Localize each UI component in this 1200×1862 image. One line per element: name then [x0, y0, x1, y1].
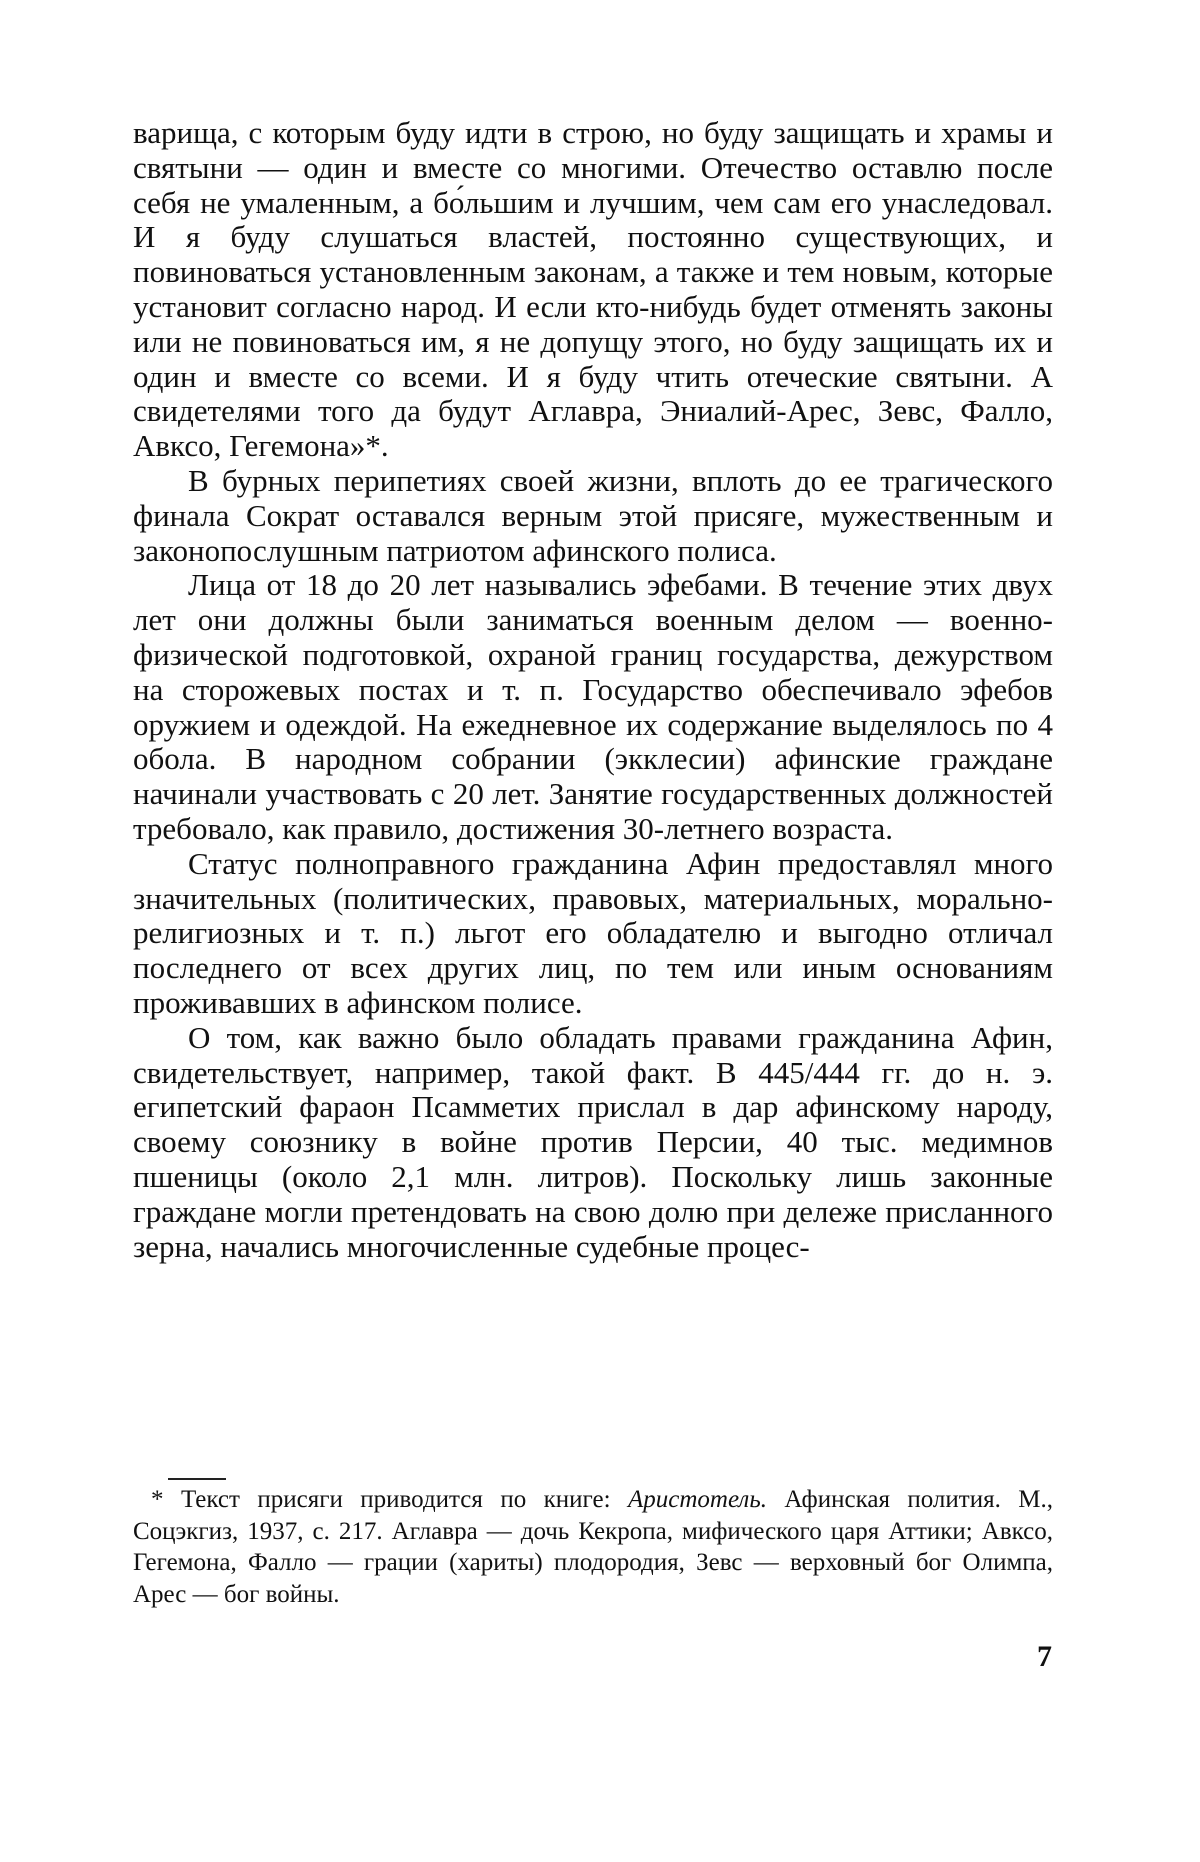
main-text [133, 116, 1053, 1264]
footnote-marker: * [151, 1486, 164, 1513]
paragraph-ephebes: Лица от 18 до 20 лет назывались эфебами. В течение этих двух лет они должны были заниматься военным делом — военно-физической подготовкой, охраной границ государства, дежурством на сторожевых постах и т. п. Государство обеспечивало эфебов оружием и одеждой. На ежедневное их содержание выделялось по 4 обола. В народном собрании (экклесии) афинские граждане начинали участвовать с 20 лет. Занятие государственных должностей требовало, как правило, достижения 30-летнего возраста. [133, 567, 1053, 846]
footnote [133, 1484, 1053, 1610]
page-number: 7 [1037, 1640, 1052, 1673]
paragraph-oath-end: варища, с которым буду идти в строю, но буду защищать и храмы и святыни — один и вместе со многими. Отечество оставлю после себя не умаленным, а бо́льшим и лучшим, чем сам его унаследовал. И я буду слушаться властей, постоянно существующих, и повиноваться установленным законам, а также и тем новым, которые установит согласно народ. И если кто-нибудь будет отменять законы или не повиноваться им, я не допущу этого, но буду защищать их и один и вместе со всеми. И я буду чтить отеческие святыни. А свидетелями того да будут Аглавра, Эниалий-Арес, Зевс, Фалло, Авксо, Гегемона»*. [133, 115, 1053, 464]
paragraph-socrates: В бурных перипетиях своей жизни, вплоть до ее трагического финала Сократ оставался верным этой присяге, мужественным и законопослушным патриотом афинского полиса. [133, 462, 1053, 568]
footnote-text-before: Текст присяги приводится по книге: [180, 1486, 611, 1513]
paragraph-psammetichus: О том, как важно было обладать правами гражданина Афин, свидетельствует, например, такой факт. В 445/444 гг. до н. э. египетский фараон Псамметих прислал в дар афинскому народу, своему союзнику в войне против Персии, 40 тыс. медимнов пшеницы (около 2,1 млн. литров). Поскольку лишь законные граждане могли претендовать на свою долю при дележе присланного зерна, начались многочисленные судебные процес- [133, 1019, 1053, 1264]
paragraph-citizen-status: Статус полноправного гражданина Афин предоставлял много значительных (политических, правовых, материальных, морально-религиозных и т. п.) льгот его обладателю и выгодно отличал последнего от всех других лиц, по тем или иным основаниям проживавших в афинском полисе. [133, 845, 1053, 1020]
footnote-text-after: Афинская полития. М., Соцэкгиз, 1937, с. 217. Аглавра — дочь Кекропа, мифического царя Аттики; Авксо, Гегемона, Фалло — грации (хариты) плодородия, Зевс — верховный бог Олимпа, Арес — бог войны. [133, 1486, 1054, 1608]
footnote-divider [168, 1478, 226, 1480]
footnote-author: Аристотель. [627, 1486, 767, 1513]
